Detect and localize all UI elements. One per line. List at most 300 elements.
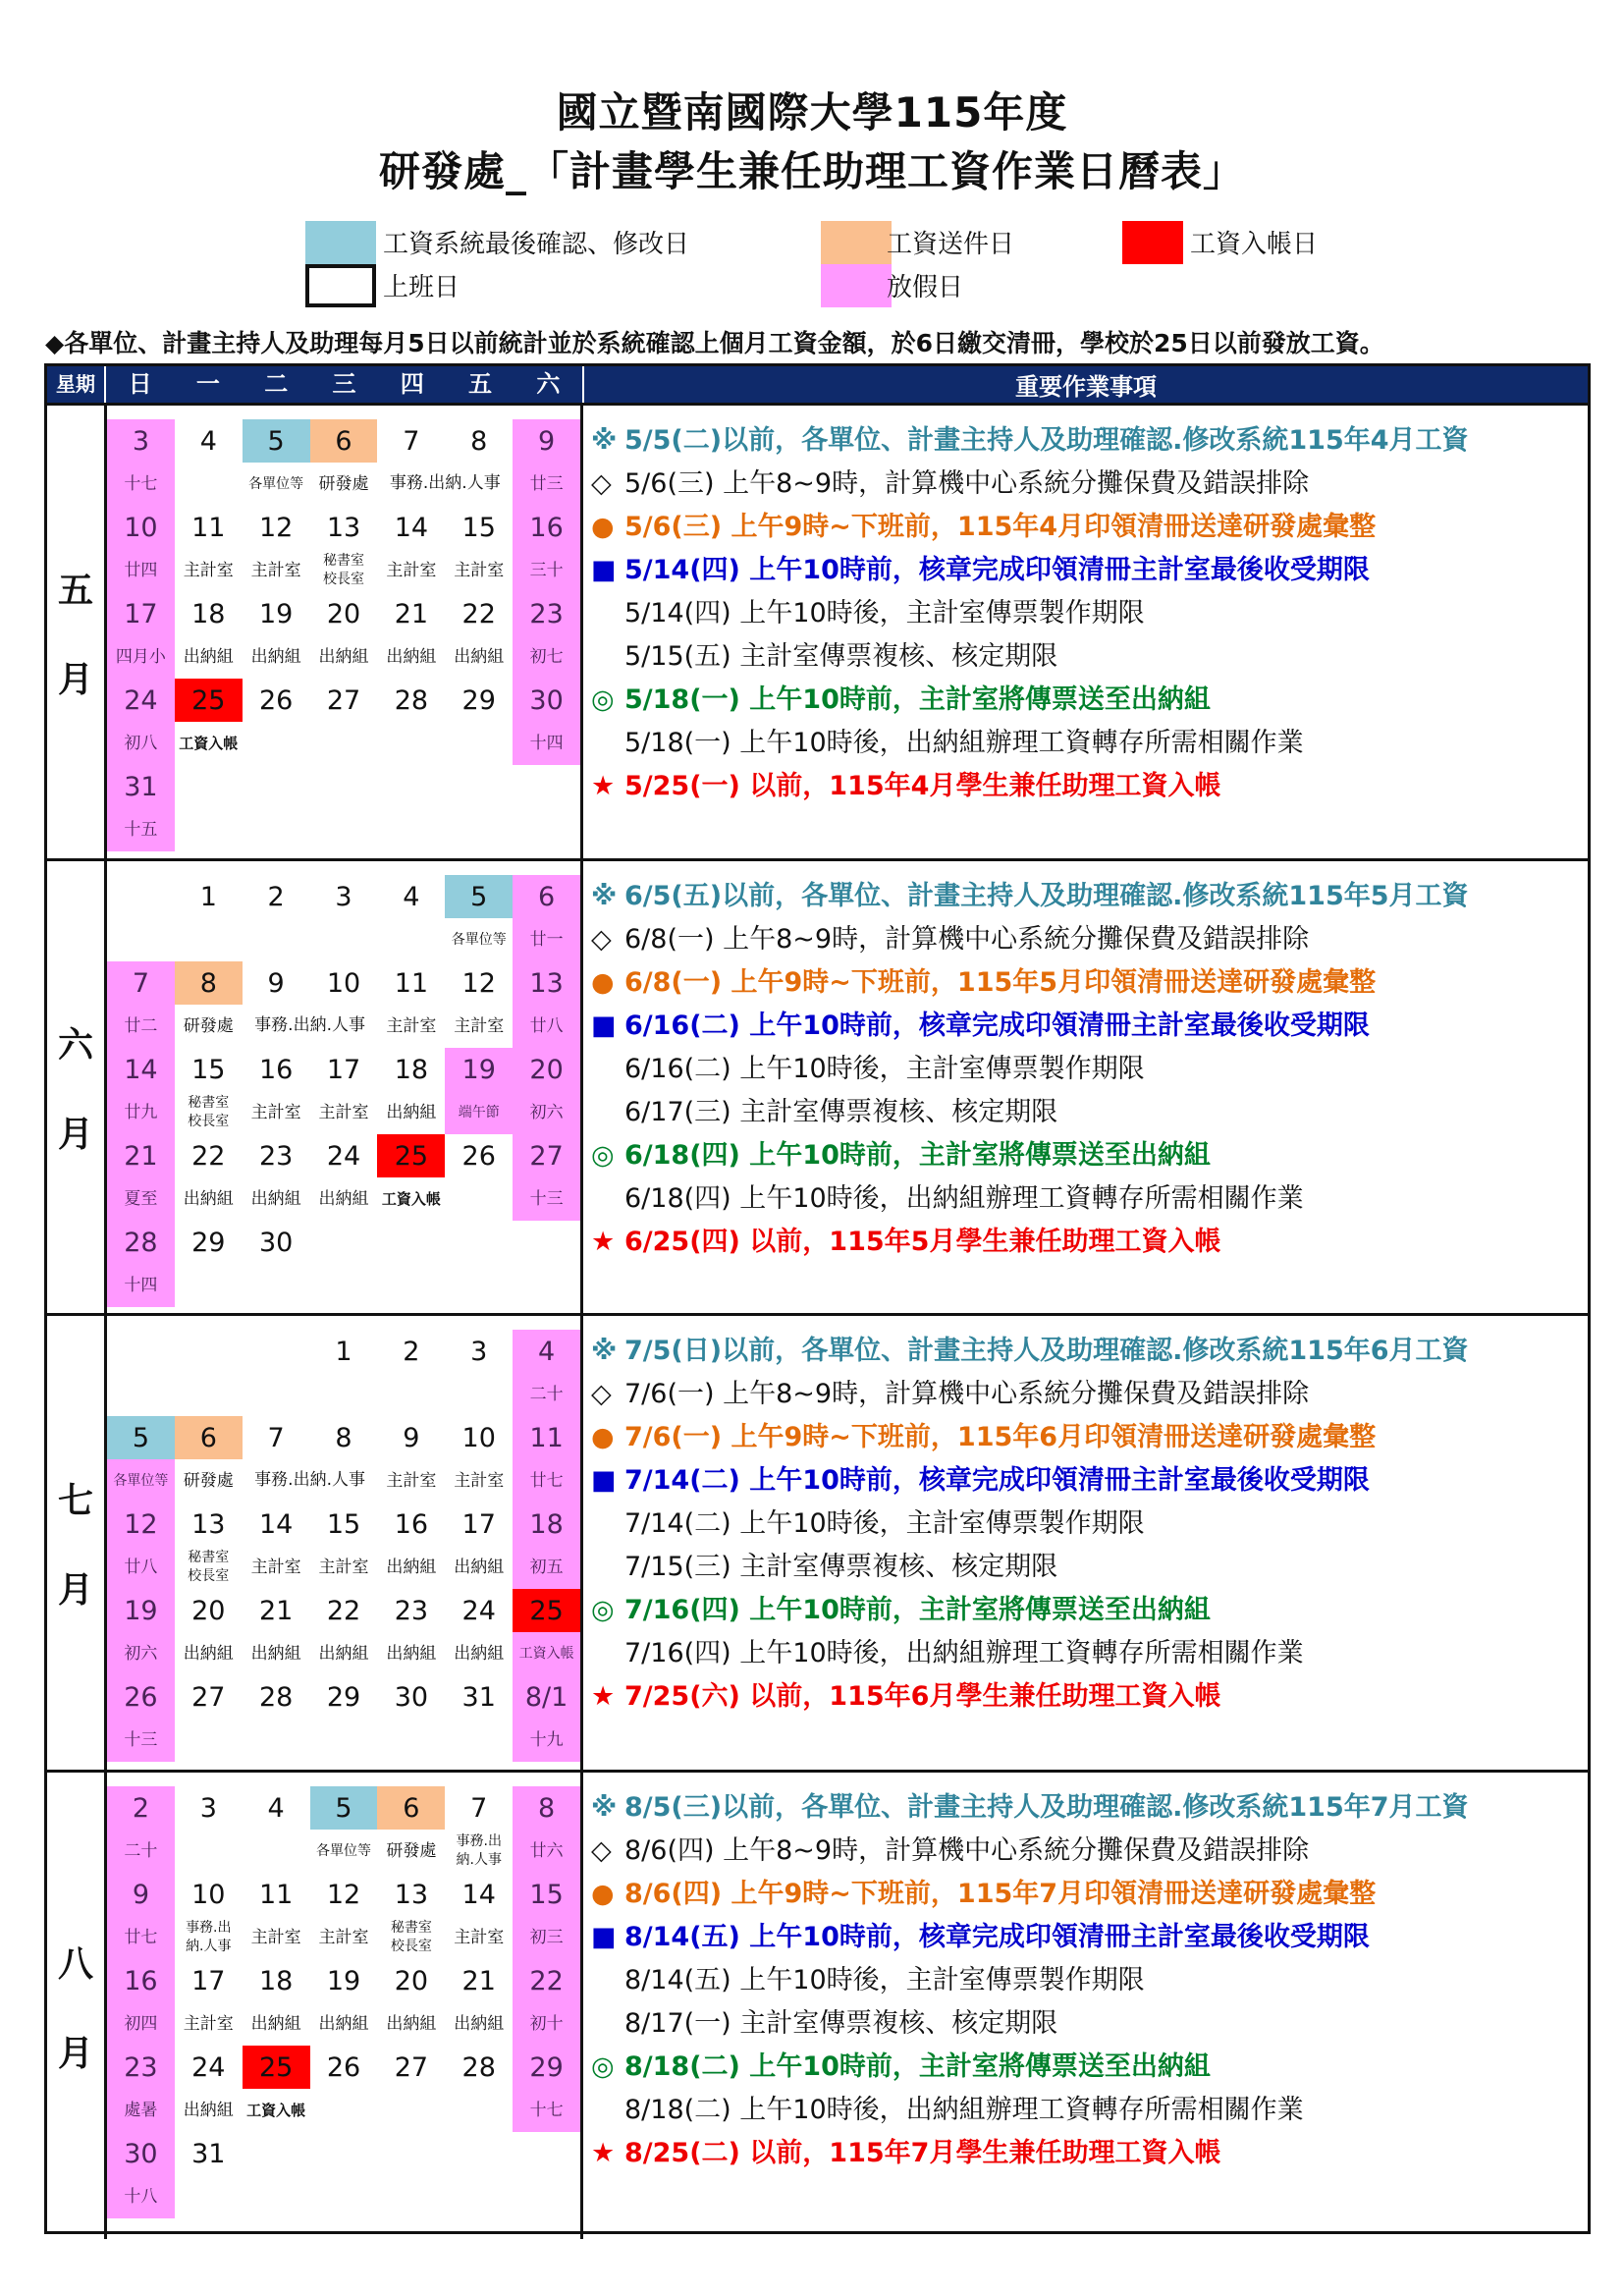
reference-mark-icon: ※ [591, 1792, 618, 1823]
day-cell: 2 [267, 881, 285, 912]
day-note-cell [377, 808, 445, 851]
day-cell: 26 [326, 2051, 361, 2083]
day-note-cell: 主計室 [454, 1470, 505, 1491]
week-number-row [107, 1048, 580, 1091]
day-cell: 14 [394, 512, 429, 543]
note-item [591, 2046, 1588, 2089]
day-cell: 16 [513, 506, 580, 549]
day-note-cell: 出納組 [318, 2013, 369, 2034]
month-block [47, 406, 1588, 861]
star-icon: ★ [591, 1681, 616, 1712]
week-number-row [107, 506, 580, 549]
day-cell: 29 [191, 1227, 226, 1258]
week-note-row [107, 1373, 580, 1416]
day-note-cell [310, 1373, 378, 1416]
day-cell [377, 765, 445, 808]
note-text: 8/14(五) 上午10時後，主計室傳票製作期限 [624, 1965, 1145, 1995]
day-note-cell: 初八 [107, 722, 175, 765]
month-calendar [107, 406, 583, 858]
day-cell: 2 [403, 1336, 420, 1367]
day-note-cell [243, 1373, 310, 1416]
day-note-cell: 研發處 [318, 473, 369, 494]
day-cell: 21 [461, 1965, 496, 1996]
week-number-row [107, 2132, 580, 2175]
note-text: 6/17(三) 主計室傳票複核、核定期限 [624, 1097, 1058, 1127]
day-cell: 14 [107, 1048, 175, 1091]
bullseye-icon: ◎ [591, 2051, 615, 2082]
note-item [591, 722, 1588, 765]
day-note-cell: 出納組 [250, 646, 301, 667]
day-cell: 9 [403, 1422, 420, 1453]
day-note-cell [377, 2175, 445, 2218]
day-cell: 18 [258, 1965, 294, 1996]
note-item [591, 918, 1588, 961]
day-cell: 8 [335, 1422, 352, 1453]
day-note-cell: 出納組 [454, 1643, 505, 1664]
reference-mark-icon: ※ [591, 1336, 618, 1366]
week-note-row [107, 1830, 580, 1873]
day-cell: 3 [107, 419, 175, 463]
day-cell: 19 [258, 598, 294, 629]
instruction-note: ◆各單位、計畫主持人及助理每月5日以前統計並於系統確認上個月工資金額，於6日繳交清冊，學校於25日以前發放工資。 [45, 329, 1384, 357]
header-day: 四 [400, 370, 424, 398]
day-cell: 15 [191, 1054, 226, 1085]
day-note-cell: 十七 [107, 463, 175, 506]
day-cell: 12 [107, 1503, 175, 1546]
day-note-cell: 廿四 [107, 549, 175, 592]
day-note-cell [377, 1264, 445, 1307]
day-note-cell [243, 1459, 365, 1503]
day-cell: 23 [394, 1595, 429, 1626]
day-cell: 16 [394, 1508, 429, 1540]
day-cell: 13 [513, 961, 580, 1005]
day-note-cell [445, 722, 513, 765]
note-item [591, 875, 1588, 918]
day-note-cell [243, 1719, 310, 1762]
day-note-cell: 主計室 [386, 560, 437, 580]
header-day: 六 [536, 370, 561, 398]
day-cell: 6 [513, 875, 580, 918]
week-note-row [107, 1264, 580, 1307]
day-cell: 10 [461, 1422, 496, 1453]
day-note-cell [175, 463, 243, 506]
day-note-cell [175, 1830, 243, 1873]
day-note-cell [377, 1719, 445, 1762]
day-cell: 7 [403, 425, 420, 457]
note-text: 8/6(四) 上午8~9時，計算機中心系統分攤保費及錯誤排除 [624, 1835, 1310, 1866]
day-note-cell: 出納組 [318, 1188, 369, 1209]
day-note-cell: 主計室 [250, 1102, 301, 1122]
day-note-cell: 十五 [107, 808, 175, 851]
week-number-row [107, 961, 580, 1005]
day-note-cell: 廿七 [107, 1916, 175, 1959]
day-note-cell: 廿六 [513, 1830, 580, 1873]
day-note-cell: 出納組 [454, 1557, 505, 1577]
note-item [591, 592, 1588, 635]
day-note-cell [310, 2089, 378, 2132]
day-note-cell: 主計室 [386, 1470, 437, 1491]
legend-label-holiday: 放假日 [887, 273, 964, 302]
diamond-icon: ◇ [591, 924, 612, 955]
note-text: 7/15(三) 主計室傳票複核、核定期限 [624, 1552, 1058, 1582]
header-day: 三 [332, 370, 356, 398]
month-label [47, 861, 107, 1313]
day-note-cell [445, 808, 513, 851]
day-cell: 20 [326, 598, 361, 629]
star-icon: ★ [591, 771, 616, 801]
header-days [106, 366, 584, 403]
day-note-cell: 主計室 [183, 2013, 234, 2034]
day-cell: 6 [175, 1416, 243, 1459]
note-item [591, 1589, 1588, 1632]
day-note-cell: 出納組 [454, 646, 505, 667]
note-item [591, 2002, 1588, 2046]
day-note-cell [175, 1373, 243, 1416]
day-note-cell: 主計室 [183, 560, 234, 580]
day-note-cell [513, 2175, 580, 2218]
day-note-cell [445, 1719, 513, 1762]
month-block [47, 1773, 1588, 2239]
day-note-cell: 廿三 [513, 463, 580, 506]
day-note-cell [310, 1719, 378, 1762]
day-cell: 12 [326, 1879, 361, 1910]
note-item [591, 1503, 1588, 1546]
legend-label-workday: 上班日 [383, 273, 460, 302]
note-item [591, 549, 1588, 592]
day-cell: 29 [513, 2046, 580, 2089]
day-cell: 17 [191, 1965, 226, 1996]
day-note-cell: 四月小 [107, 635, 175, 679]
day-cell: 24 [326, 1140, 361, 1172]
day-cell: 19 [445, 1048, 513, 1091]
day-note-text: 事務.出納.人事 [254, 1470, 365, 1490]
note-text: 5/15(五) 主計室傳票複核、核定期限 [624, 641, 1058, 672]
day-note-cell [513, 1264, 580, 1307]
day-cell: 18 [191, 598, 226, 629]
note-item [591, 1459, 1588, 1503]
day-cell [445, 2132, 513, 2175]
bullseye-icon: ◎ [591, 684, 615, 715]
day-cell: 26 [107, 1675, 175, 1719]
note-item [591, 1786, 1588, 1830]
diamond-icon: ◇ [591, 468, 612, 499]
week-note-row [107, 2089, 580, 2132]
day-cell: 13 [394, 1879, 429, 1910]
note-item [591, 765, 1588, 808]
week-number-row [107, 419, 580, 463]
day-cell: 9 [513, 419, 580, 463]
month-label [47, 406, 107, 858]
day-cell: 20 [191, 1595, 226, 1626]
note-text: 7/6(一) 上午8~9時，計算機中心系統分攤保費及錯誤排除 [624, 1379, 1310, 1409]
note-text: 5/25(一) 以前，115年4月學生兼任助理工資入帳 [624, 771, 1221, 801]
header-notes: 重要作業事項 [1015, 373, 1157, 401]
day-cell: 31 [191, 2138, 226, 2169]
reference-mark-icon: ※ [591, 881, 618, 911]
note-item [591, 1091, 1588, 1134]
circle-icon: ● [591, 512, 615, 542]
note-item [591, 961, 1588, 1005]
day-cell: 10 [326, 967, 361, 999]
note-item [591, 1675, 1588, 1719]
day-cell: 18 [513, 1503, 580, 1546]
day-cell [175, 765, 243, 808]
day-note-text: 事務.出納.人事 [254, 1015, 365, 1035]
day-note-cell: 主計室 [250, 1927, 301, 1947]
note-text: 8/25(二) 以前，115年7月學生兼任助理工資入帳 [624, 2138, 1221, 2168]
month-calendar [107, 1773, 583, 2239]
day-note-cell [377, 1373, 445, 1416]
day-note-cell: 主計室 [454, 560, 505, 580]
note-item [591, 419, 1588, 463]
day-note-cell [243, 918, 310, 961]
day-cell: 1 [199, 881, 217, 912]
day-cell: 27 [191, 1681, 226, 1713]
day-cell: 19 [107, 1589, 175, 1632]
note-text: 6/16(二) 上午10時前，核章完成印領清冊主計室最後收受期限 [624, 1011, 1370, 1041]
note-text: 6/25(四) 以前，115年5月學生兼任助理工資入帳 [624, 1227, 1221, 1257]
day-note-cell: 初六 [107, 1632, 175, 1675]
day-note-cell: 研發處 [183, 1470, 234, 1491]
week-number-row [107, 1589, 580, 1632]
note-item [591, 1959, 1588, 2002]
day-cell: 31 [107, 765, 175, 808]
day-cell: 9 [267, 967, 285, 999]
day-note-text: 事務.出納.人事 [389, 473, 501, 493]
month-label-char: 月 [57, 1115, 93, 1155]
day-cell: 28 [107, 1221, 175, 1264]
day-cell: 29 [461, 684, 496, 716]
table-header [47, 366, 1588, 406]
header-day: 日 [128, 370, 152, 398]
circle-icon: ● [591, 967, 615, 998]
day-cell: 11 [394, 967, 429, 999]
week-note-row [107, 1177, 580, 1221]
page-title: 國立暨南國際大學115年度 [556, 88, 1068, 137]
week-note-row [107, 722, 580, 765]
month-notes [583, 1773, 1588, 2239]
note-text: 5/14(四) 上午10時後，主計室傳票製作期限 [624, 598, 1145, 629]
week-note-row [107, 635, 580, 679]
day-cell: 28 [258, 1681, 294, 1713]
day-note-cell [310, 722, 378, 765]
day-cell: 6 [310, 419, 378, 463]
day-note-cell [243, 1264, 310, 1307]
day-note-cell: 秘書室 校長室 [323, 553, 364, 587]
day-note-cell [243, 722, 310, 765]
week-number-row [107, 592, 580, 635]
month-block [47, 1316, 1588, 1773]
note-text: 7/6(一) 上午9時~下班前，115年6月印領清冊送達研發處彙整 [624, 1422, 1377, 1452]
day-cell: 18 [394, 1054, 429, 1085]
day-cell: 11 [258, 1879, 294, 1910]
month-label-char: 七 [57, 1481, 93, 1521]
day-note-cell: 主計室 [454, 1015, 505, 1036]
day-note-cell: 出納組 [183, 646, 234, 667]
day-note-cell: 十三 [513, 1177, 580, 1221]
diamond-icon: ◇ [591, 1379, 612, 1409]
day-cell [445, 1221, 513, 1264]
day-note-cell: 出納組 [250, 2013, 301, 2034]
day-note-cell [445, 2089, 513, 2132]
note-item [591, 679, 1588, 722]
day-cell: 23 [513, 592, 580, 635]
day-note-cell: 主計室 [386, 1015, 437, 1036]
day-note-cell [175, 2175, 243, 2218]
day-note-cell: 初三 [513, 1916, 580, 1959]
day-cell [107, 1330, 175, 1373]
note-text: 8/18(二) 上午10時後，出納組辦理工資轉存所需相關作業 [624, 2095, 1304, 2125]
day-cell: 7 [470, 1792, 488, 1824]
week-note-row [107, 808, 580, 851]
day-cell: 12 [461, 967, 496, 999]
day-cell: 15 [513, 1873, 580, 1916]
header-week: 星期 [47, 366, 106, 403]
day-cell: 28 [394, 684, 429, 716]
day-cell: 21 [107, 1134, 175, 1177]
week-note-row [107, 1546, 580, 1589]
day-cell: 22 [513, 1959, 580, 2002]
legend-swatch-holiday [821, 264, 892, 307]
legend-swatch-confirm [305, 221, 376, 264]
note-text: 6/8(一) 上午9時~下班前，115年5月印領清冊送達研發處彙整 [624, 967, 1377, 998]
day-note-cell [175, 1719, 243, 1762]
note-text: 7/25(六) 以前，115年6月學生兼任助理工資入帳 [624, 1681, 1221, 1712]
day-cell: 8 [175, 961, 243, 1005]
day-cell: 8 [513, 1786, 580, 1830]
star-icon: ★ [591, 1227, 616, 1257]
day-cell: 5 [310, 1786, 378, 1830]
note-text: 5/18(一) 上午10時前，主計室將傳票送至出納組 [624, 684, 1211, 715]
day-note-cell: 二十 [513, 1373, 580, 1416]
day-note-cell: 出納組 [183, 2100, 234, 2120]
legend-swatch-workday [305, 264, 376, 307]
note-text: 7/14(二) 上午10時後，主計室傳票製作期限 [624, 1508, 1145, 1539]
day-note-cell [107, 918, 175, 961]
day-cell: 16 [258, 1054, 294, 1085]
day-cell: 10 [191, 1879, 226, 1910]
day-note-cell: 十七 [513, 2089, 580, 2132]
day-note-cell: 出納組 [250, 1643, 301, 1664]
day-cell: 27 [326, 684, 361, 716]
month-calendar [107, 861, 583, 1313]
day-note-cell [243, 2175, 310, 2218]
day-note-cell [445, 1373, 513, 1416]
note-item [591, 2089, 1588, 2132]
day-note-cell: 事務.出 納.人事 [186, 1920, 232, 1954]
note-item [591, 1416, 1588, 1459]
day-cell: 3 [199, 1792, 217, 1824]
day-cell [310, 2132, 378, 2175]
day-cell: 10 [107, 506, 175, 549]
day-cell [377, 1221, 445, 1264]
day-note-cell [243, 1005, 365, 1048]
day-note-cell [377, 463, 501, 506]
legend-label-send: 工資送件日 [887, 230, 1015, 259]
day-cell: 24 [461, 1595, 496, 1626]
header-day: 一 [195, 370, 220, 398]
month-notes [583, 406, 1588, 858]
day-cell: 22 [461, 598, 496, 629]
note-text: 7/5(日)以前，各單位、計畫主持人及助理確認.修改系統115年6月工資 [624, 1336, 1469, 1366]
day-cell: 25 [243, 2046, 310, 2089]
note-item [591, 1005, 1588, 1048]
day-note-cell [310, 1459, 378, 1503]
day-note-cell: 出納組 [386, 1102, 437, 1122]
day-note-cell: 工資入帳 [381, 1189, 441, 1208]
legend-swatch-paid [1122, 221, 1183, 264]
week-number-row [107, 1959, 580, 2002]
week-note-row [107, 549, 580, 592]
month-label-char: 月 [57, 1570, 93, 1611]
day-cell: 25 [175, 679, 243, 722]
day-cell: 1 [335, 1336, 352, 1367]
day-cell: 4 [267, 1792, 285, 1824]
note-item [591, 1873, 1588, 1916]
day-cell: 17 [107, 592, 175, 635]
month-label [47, 1316, 107, 1770]
week-note-row [107, 1916, 580, 1959]
month-label-char: 月 [57, 2033, 93, 2074]
day-note-cell: 主計室 [318, 1557, 369, 1577]
day-cell: 19 [326, 1965, 361, 1996]
note-text: 5/6(三) 上午9時~下班前，115年4月印領清冊送達研發處彙整 [624, 512, 1377, 542]
day-cell: 30 [258, 1227, 294, 1258]
legend-swatch-send [821, 221, 892, 264]
note-item [591, 1916, 1588, 1959]
day-note-cell: 出納組 [386, 1643, 437, 1664]
week-number-row [107, 679, 580, 722]
day-cell: 7 [267, 1422, 285, 1453]
day-note-cell: 初六 [513, 1091, 580, 1134]
note-text: 6/16(二) 上午10時後，主計室傳票製作期限 [624, 1054, 1145, 1084]
day-note-cell: 出納組 [386, 2013, 437, 2034]
day-note-cell: 主計室 [250, 1557, 301, 1577]
month-notes [583, 861, 1588, 1313]
note-item [591, 635, 1588, 679]
day-note-cell [445, 463, 513, 506]
day-cell [310, 765, 378, 808]
day-note-cell: 工資入帳 [246, 2101, 306, 2119]
day-note-cell: 出納組 [386, 1557, 437, 1577]
day-note-cell: 主計室 [318, 1927, 369, 1947]
day-note-cell [243, 1830, 310, 1873]
week-note-row [107, 2002, 580, 2046]
day-cell: 11 [191, 512, 226, 543]
note-text: 5/6(三) 上午8~9時，計算機中心系統分攤保費及錯誤排除 [624, 468, 1310, 499]
day-cell: 5 [243, 419, 310, 463]
note-item [591, 1373, 1588, 1416]
note-text: 7/16(四) 上午10時前，主計室將傳票送至出納組 [624, 1595, 1211, 1625]
note-text: 6/18(四) 上午10時後，出納組辦理工資轉存所需相關作業 [624, 1183, 1304, 1214]
day-cell: 5 [445, 875, 513, 918]
week-number-row [107, 1416, 580, 1459]
note-text: 6/5(五)以前，各單位、計畫主持人及助理確認.修改系統115年5月工資 [624, 881, 1469, 911]
note-item [591, 1134, 1588, 1177]
day-note-cell: 秘書室 校長室 [390, 1920, 432, 1954]
week-note-row [107, 1632, 580, 1675]
week-number-row [107, 1134, 580, 1177]
day-note-cell: 廿二 [107, 1005, 175, 1048]
day-note-cell [445, 1177, 513, 1221]
day-note-cell [377, 918, 445, 961]
day-note-cell: 二十 [107, 1830, 175, 1873]
day-note-cell: 主計室 [250, 560, 301, 580]
day-note-cell: 三十 [513, 549, 580, 592]
day-note-cell: 十四 [513, 722, 580, 765]
note-item [591, 1048, 1588, 1091]
week-note-row [107, 918, 580, 961]
